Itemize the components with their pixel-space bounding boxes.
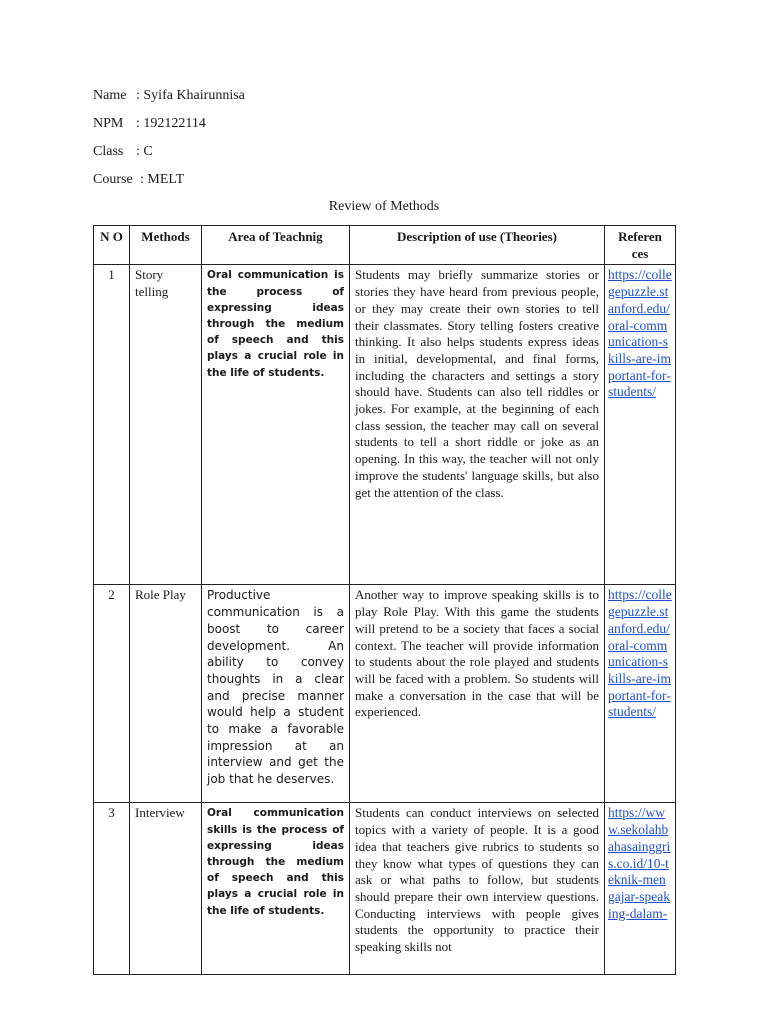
- row-area: Oral communication skills is the process of expressing ideas through the medium of speech and this plays a crucial role in the life of students.: [202, 803, 350, 975]
- row-number: 2: [94, 585, 130, 803]
- class-value: : C: [136, 144, 153, 159]
- row-reference: [605, 803, 676, 975]
- reference-link[interactable]: https://collegepuzzle.stanford.edu/oral-communication-skills-are-important-for-students/: [608, 267, 672, 400]
- npm-line: [93, 116, 206, 132]
- class-line: [93, 144, 153, 160]
- table-row: [94, 265, 676, 585]
- course-line: [93, 172, 184, 188]
- header-area: Area of Teachnig: [202, 226, 350, 265]
- course-label: Course: [93, 172, 133, 187]
- row-area: Oral communication is the process of expressing ideas through the medium of speech and this plays a crucial role in the life of students.: [202, 265, 350, 585]
- row-area: Productive communication is a boost to career development. An ability to convey thoughts in a clear and precise manner would help a student to make a favorable impression at an interview and get the job that he deserves.: [202, 585, 350, 803]
- npm-label: NPM: [93, 116, 124, 131]
- row-description: Students can conduct interviews on selected topics with a variety of people. It is a good idea that teachers give rubrics to students so they know what types of questions they can ask or what paths to follow, but students should prepare their own interview questions. Conducting interviews with people gives students the opportunity to practice their speaking skills not: [350, 803, 605, 975]
- row-number: 3: [94, 803, 130, 975]
- table-row: [94, 803, 676, 975]
- name-label: Name: [93, 88, 127, 103]
- row-description: Students may briefly summarize stories or stories they have heard from previous people, or they may create their own stories to tell their classmates. Story telling fosters creative thinking. It also helps students express ideas in initial, developmental, and final forms, including the characters and settings a story should have. Students can also tell riddles or jokes. For example, at the beginning of each class session, the teacher may call on several students to tell a short riddle or joke as an opening. In this way, the teacher will not only improve the students' language skills, but also get the attention of the class.: [350, 265, 605, 585]
- document-title: Review of Methods: [328, 199, 440, 214]
- table-row: [94, 585, 676, 803]
- row-number: 1: [94, 265, 130, 585]
- row-method: Role Play: [130, 585, 202, 803]
- table-header-row: [94, 226, 676, 265]
- methods-table: [93, 225, 676, 975]
- header-methods: Methods: [130, 226, 202, 265]
- row-description: Another way to improve speaking skills is to play Role Play. With this game the students will pretend to be a society that faces a social context. The teacher will provide information to students about the role played and students will be faced with a problem. So students will make a conversation in the case that will be experienced.: [350, 585, 605, 803]
- row-method: Story telling: [130, 265, 202, 585]
- name-value: : Syifa Khairunnisa: [136, 88, 245, 103]
- header-references: Referen ces: [605, 226, 676, 265]
- name-line: [93, 88, 245, 104]
- reference-link[interactable]: https://collegepuzzle.stanford.edu/oral-communication-skills-are-important-for-students/: [608, 587, 672, 720]
- row-reference: [605, 265, 676, 585]
- header-no: N O: [94, 226, 130, 265]
- class-label: Class: [93, 144, 124, 159]
- header-description: Description of use (Theories): [350, 226, 605, 265]
- reference-link[interactable]: https://www.sekolahbahasainggris.co.id/10-teknik-mengajar-speaking-dalam-: [608, 805, 671, 921]
- row-method: Interview: [130, 803, 202, 975]
- npm-value: : 192122114: [136, 116, 206, 131]
- row-reference: [605, 585, 676, 803]
- course-value: : MELT: [140, 172, 185, 187]
